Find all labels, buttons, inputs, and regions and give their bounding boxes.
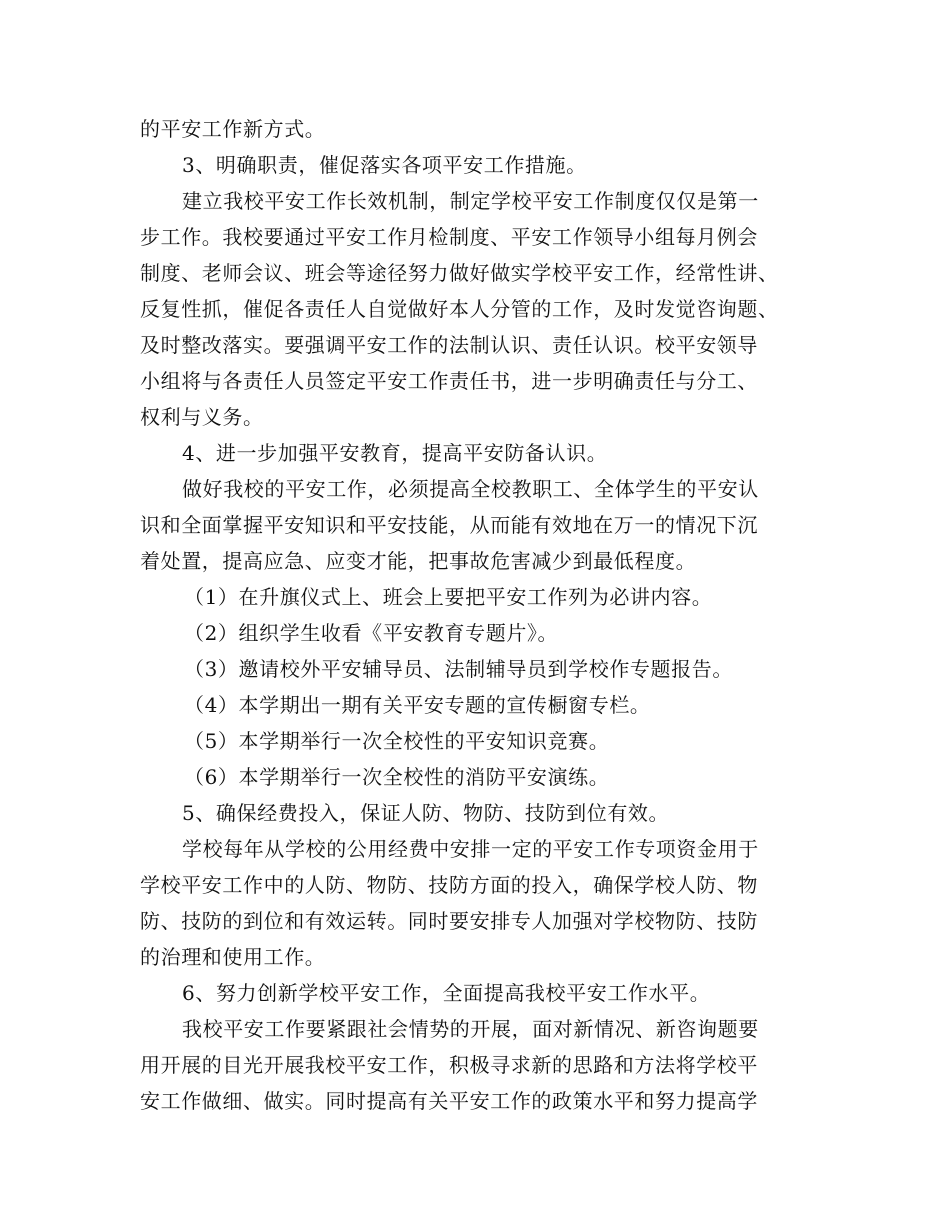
text-line: 步工作。我校要通过平安工作月检制度、平安工作领导小组每月例会 (140, 225, 758, 249)
text-line: 用开展的目光开展我校平安工作，积极寻求新的思路和方法将学校平 (140, 1053, 758, 1077)
list-item: （2）组织学生收看《平安教育专题片》。 (184, 621, 559, 645)
text-line: 制度、老师会议、班会等途径努力做好做实学校平安工作，经常性讲、 (140, 261, 779, 285)
text-line: 的治理和使用工作。 (140, 945, 326, 969)
text-line: 识和全面掌握平安知识和平安技能，从而能有效地在万一的情况下沉 (140, 513, 758, 537)
section-heading: 3、明确职责，催促落实各项平安工作措施。 (182, 153, 587, 177)
text-line: 学校平安工作中的人防、物防、技防方面的投入，确保学校人防、物 (140, 873, 758, 897)
text-line: 防、技防的到位和有效运转。同时要安排专人加强对学校物防、技防 (140, 909, 758, 933)
text-line: 我校平安工作要紧跟社会情势的开展，面对新情况、新咨询题要 (182, 1017, 759, 1041)
section-heading: 4、进一步加强平安教育，提高平安防备认识。 (182, 441, 608, 465)
text-line: 学校每年从学校的公用经费中安排一定的平安工作专项资金用于 (182, 837, 759, 861)
section-heading: 5、确保经费投入，保证人防、物防、技防到位有效。 (182, 801, 670, 825)
text-line: 及时整改落实。要强调平安工作的法制认识、责任认识。校平安领导 (140, 333, 758, 357)
text-line: 安工作做细、做实。同时提高有关平安工作的政策水平和努力提高学 (140, 1089, 758, 1113)
text-line: 的平安工作新方式。 (140, 117, 326, 141)
list-item: （4）本学期出一期有关平安专题的宣传橱窗专栏。 (184, 693, 651, 717)
list-item: （1）在升旗仪式上、班会上要把平安工作列为必讲内容。 (184, 585, 713, 609)
text-line: 反复性抓，催促各责任人自觉做好本人分管的工作，及时发觉咨询题、 (140, 297, 779, 321)
text-line: 小组将与各责任人员签定平安工作责任书，进一步明确责任与分工、 (140, 369, 758, 393)
text-line: 建立我校平安工作长效机制，制定学校平安工作制度仅仅是第一 (182, 189, 759, 213)
text-line: 做好我校的平安工作，必须提高全校教职工、全体学生的平安认 (182, 477, 759, 501)
list-item: （5）本学期举行一次全校性的平安知识竞赛。 (184, 729, 610, 753)
section-heading: 6、努力创新学校平安工作，全面提高我校平安工作水平。 (182, 981, 711, 1005)
text-line: 着处置，提高应急、应变才能，把事故危害减少到最低程度。 (140, 549, 697, 573)
list-item: （3）邀请校外平安辅导员、法制辅导员到学校作专题报告。 (184, 657, 733, 681)
text-line: 权利与义务。 (140, 405, 264, 429)
list-item: （6）本学期举行一次全校性的消防平安演练。 (184, 765, 610, 789)
